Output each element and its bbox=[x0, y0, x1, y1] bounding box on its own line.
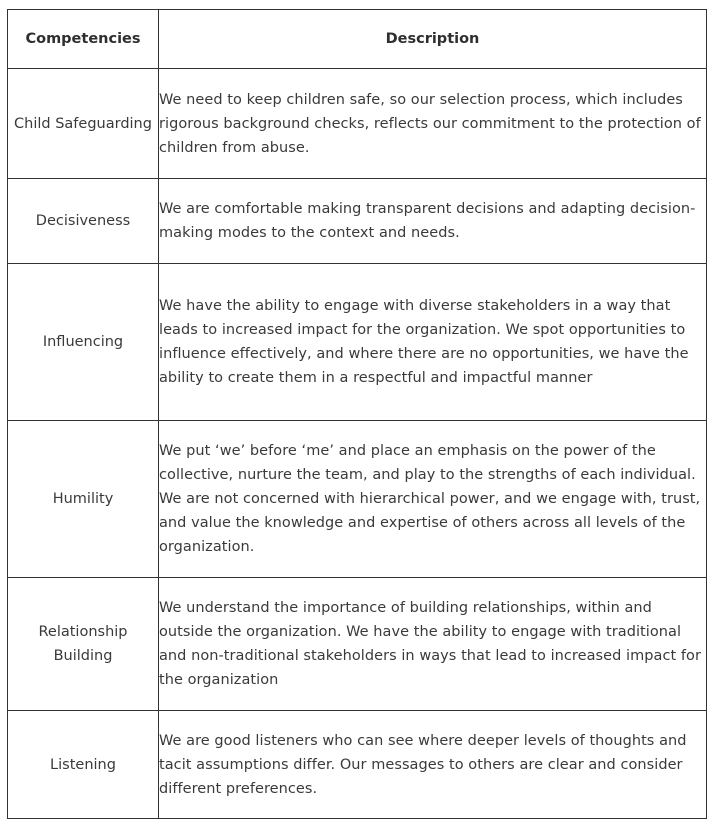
competency-name: Decisiveness bbox=[8, 179, 159, 264]
table-header-row bbox=[8, 10, 707, 69]
table-row bbox=[8, 421, 707, 578]
competency-name: Child Safeguarding bbox=[8, 69, 159, 179]
competency-description: We put ‘we’ before ‘me’ and place an emphasis on the power of the collective, nurture the team, and play to the strengths of each individual. We are not concerned with hierarchical power, and we engage with, trust, and value the knowledge and expertise of others across all levels of the organization. bbox=[159, 421, 707, 578]
table-row bbox=[8, 179, 707, 264]
table-row bbox=[8, 264, 707, 421]
table-row bbox=[8, 711, 707, 819]
table-row bbox=[8, 578, 707, 711]
competency-name: Relationship Building bbox=[8, 578, 159, 711]
header-description: Description bbox=[159, 10, 707, 69]
competency-description: We need to keep children safe, so our selection process, which includes rigorous background checks, reflects our commitment to the protection of children from abuse. bbox=[159, 69, 707, 179]
header-competencies: Competencies bbox=[8, 10, 159, 69]
competency-description: We have the ability to engage with diverse stakeholders in a way that leads to increased impact for the organization. We spot opportunities to influence effectively, and where there are no opportunities, we have the ability to create them in a respectful and impactful manner bbox=[159, 264, 707, 421]
table-row bbox=[8, 69, 707, 179]
competencies-table bbox=[7, 9, 707, 819]
competency-description: We are comfortable making transparent decisions and adapting decision-making modes to the context and needs. bbox=[159, 179, 707, 264]
competency-description: We are good listeners who can see where deeper levels of thoughts and tacit assumptions differ. Our messages to others are clear and consider different preferences. bbox=[159, 711, 707, 819]
competency-name: Influencing bbox=[8, 264, 159, 421]
competency-description: We understand the importance of building relationships, within and outside the organization. We have the ability to engage with traditional and non-traditional stakeholders in ways that lead to increased impact for the organization bbox=[159, 578, 707, 711]
competency-name: Listening bbox=[8, 711, 159, 819]
competency-name: Humility bbox=[8, 421, 159, 578]
